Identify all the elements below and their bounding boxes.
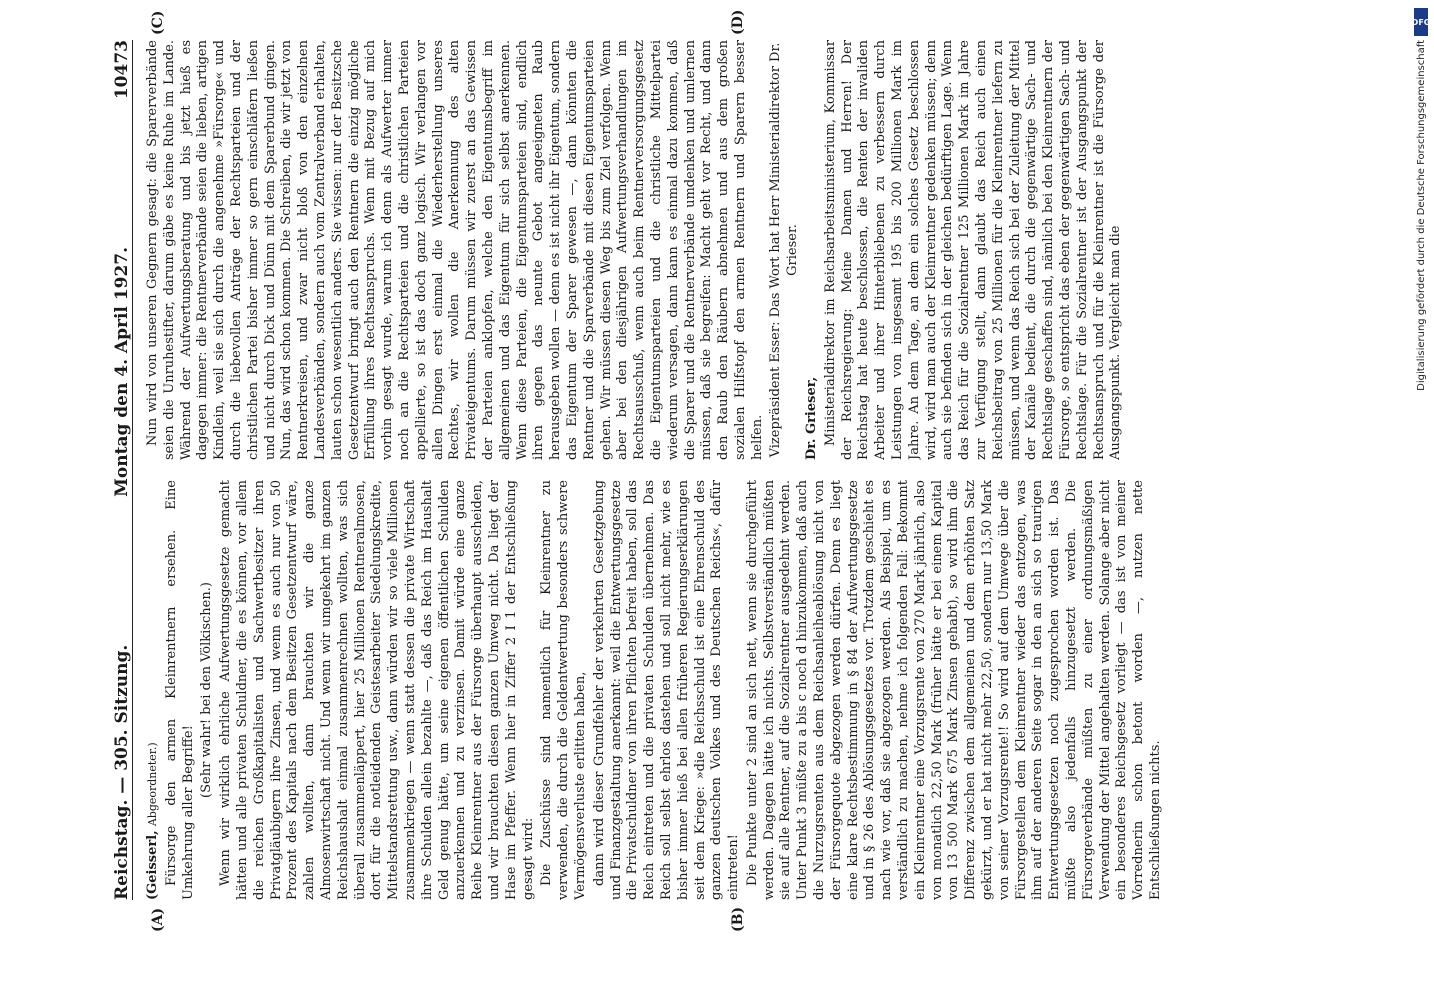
paragraph: Nun wird von unseren Gegnern gesagt: die Sparerverbände seien die Unruhestifter, darum gäbe es keine Ruhe im Lande. Während der Aufwertungsberatung und bis jetzt hieß es dagegen immer: die Rentnerverbände seien die lieben, artigen Kindlein, weil sie sich durch die angenehme »Fürsorge« und durch die liebevollen Anträge der Rechtsparteien und der christlichen Partei bisher immer so gern einschläfern ließen und nicht durch Dick und Dünn mit dem Sparerbund gingen. Nun, das wird schon kommen. Die Schreiben, die wir jetzt von Rentnerkreisen, und zwar nicht bloß von den einzelnen Landesverbänden, sondern auch vom Zentralverband erhalten, lauten schon wesentlich anders. Sie wissen: nur der Besitzsche Gesetzentwurf bringt auch den Rentnern die einzig mögliche Erfüllung ihres Rechtsanspruchs. Wenn mit Bezug auf mich vorhin gesagt wurde, warum ich denn als Aufwerter immer noch an die Rechtsparteien und die christlichen Parteien appellierte, so ist das doch ganz logisch. Wir verlangen vor allen Dingen erst einmal die Wiederherstellung unseres Rechtes, wir wollen die Anerkennung des alten Privateigentums. Darum müssen wir zuerst an das Gewissen der Parteien anklopfen, welche den Eigentumsbegriff im allgemeinen und das Eigentum für sich selbst anerkennen. Wenn diese Parteien, die Eigentumsparteien sind, endlich ihren gegen das neunte Gebot angeeigneten Raub herausgeben wollen — denn es ist nicht ihr Eigentum, sondern das Eigentum der Sparer gewesen —, dann könnten die Rentner und die Sparverbände mit diesen Eigentumsparteien gehen. Wir müssen diesen Weg bis zum Ziel verfolgen. Wenn aber bei den diesjährigen Aufwertungsverhandlungen im Rechtsausschuß, wenn auch beim Rentnerversorgungsgesetz die Eigentumsparteien und die christliche Mittelpartei wiederum versagen, dann kann es einmal dazu kommen, daß die Sparer und die Rentnerverbände umdenken und umlernen müssen, daß sie begreifen: Macht geht vor Recht, und dann den Raub den Räubern abnehmen und aus dem großen sozialen Hilfstopf den armen Rentnern und Sparern besser helfen. [145,40,765,460]
paragraph: Fürsorge den armen Kleinrentnern ersehen. Eine Umkehrung aller Begriffe! [163,480,196,900]
speaker-line [145,480,162,900]
interjection: (Sehr wahr! bei den Völkischen.) [199,582,215,798]
paragraph: Die Zuschüsse sind namentlich für Kleinrentner zu verwenden, die durch die Geldentwertung besonders schwere Vermögensverluste erlitten haben, [539,480,588,900]
margin-marker-d: (D) [730,9,746,35]
paragraph: Wenn wir wirklich ehrliche Aufwertungsgesetze gemacht hätten und alle privaten Schuldner, die es können, vor allem die reichen Großkapitalisten und Sachwertbesitzer ihren Privatgläubigern ihre Zinsen, und wenn es auch nur von 50 Prozent des Kapitals nach dem Besitzen Gesetzentwurf wäre, zahlen wollten, dann brauchten wir die ganze Almosenwirtschaft nicht. Und wenn wir umgekehrt im ganzen Reichshaushalt einmal zusammenrechnen wollten, was sich überall zusammenläppert, hier 25 Millionen Rentneralmosen, dort für die notleidenden Geistesarbeiter Siedelungskredite, Mittelstandsrettung usw., dann würden wir so viele Millionen zusammenkriegen — wenn statt dessen die private Wirtschaft ihre Schulden allein bezahlte —, daß das Reich im Haushalt Geld genug hätte, um seine eigenen öffentlichen Schulden anzuerkennen und zu verzinsen. Damit würde eine ganze Reihe Kleinrentner aus der Fürsorge überhaupt ausscheiden, und wir brauchten diesen ganzen Umweg nicht. Da liegt der Hase im Pfeffer. Wenn hier in Ziffer 2 I 1 der Entschließung gesagt wird: [218,480,536,900]
dfg-logo-icon: DFG [1414,8,1428,36]
interjection: Vizepräsident Esser: Das Wort hat Herr Ministerialdirektor Dr. Grieser. [768,42,801,458]
paragraph: Ministerialdirektor im Reichsarbeitsministerium, Kommissar der Reichsregierung: Meine Damen und Herren! Der Reichstag hat heute beschlossen, die Renten der invaliden Arbeiter und ihrer Hinterbliebenen zu verbessern durch Leistungen von insgesamt 195 bis 200 Millionen Mark im Jahre. An dem Tage, an dem ein solches Gesetz beschlossen wird, wird man auch der Kleinrentner gedenken müssen; denn auch sie befinden sich in der gleichen bedürftigen Lage. Wenn das Reich für die Sozialrentner 125 Millionen Mark im Jahre zur Verfügung stellt, dann glaubt das Reich auch einen Reichsbeitrag von 25 Millionen für die Kleinrentner liefern zu müssen, und wenn das Reich sich bei der Zuleitung der Mittel der Kanäle bedient, die durch die gegenwärtige Sach- und Rechtslage geschaffen sind, nämlich bei den Kleinrentnern der Fürsorge, so entspricht das eben der gegenwärtigen Sach- und Rechtslage. Für die Sozialrentner ist der Ausgangspunkt der Rechtsanspruch und für die Kleinrentner ist die Fürsorge der Ausgangspunkt. Vergleicht man die [822,40,1124,460]
speaker-line [804,40,821,460]
margin-marker-b: (B) [730,906,746,932]
page-number: 10473 [112,40,132,100]
left-column [145,480,1385,900]
right-column [145,40,1385,460]
speaker-role: Abgeordneter.) [146,742,159,827]
page-header [104,40,133,900]
page-content [90,0,1420,1000]
speaker-name: (Geisserl, [145,830,160,900]
dfg-credit [1411,8,1431,992]
margin-marker-c: (C) [150,10,166,35]
header-date: Montag den 4. April 1927. [112,246,132,497]
paragraph: dann wird dieser Grundfehler der verkehrten Gesetzgebung und Finanzgestaltung anerkannt: weil die Entwertungsgesetze die Privatschuldner von ihren Pflichten befreit haben, soll das Reich eintreten und die privaten Schulden übernehmen. Das Reich soll selbst ehrlos dastehen und soll nicht mehr, wie es bisher immer hieß bei allen früheren Regierungserklärungen seit dem Kriege: »die Reichsschuld ist eine Ehrenschuld des ganzen deutschen Volkes und des Deutschen Reichs«, dafür eintreten! [591,480,742,900]
rotated-page [90,0,1420,1000]
speaker-name: Dr. Grieser, [804,376,820,460]
header-left: Reichstag. — 305. Sitzung. [112,644,132,900]
paragraph: Die Punkte unter 2 sind an sich nett, wenn sie durchgeführt werden. Dagegen hätte ich nichts. Selbstverständlich müßten sie auf alle Rentner, auf die Sozialrentner ausgedehnt werden. Unter Punkt 3 müßte zu a bis c noch d hinzukommen, daß auch die Nurzugsrenten aus dem Reichsanleiheablösung nicht von der Fürsorgequote abgezogen werden dürfen. Denn es liegt eine klare Rechtsbestimmung in § 84 der Aufwertungsgesetze und in § 26 des Ablösungsgesetzes vor. Trotzdem geschieht es nach wie vor, daß sie abgezogen werden. Als Beispiel, um es verständlich zu machen, nehme ich folgenden Fall: Bekommt ein Kleinrentner eine Vorzugsrente von 270 Mark jährlich, also von monatlich 22,50 Mark (früher hätte er bei einem Kapital von 13 500 Mark 675 Mark Zinsen gehabt), so wird ihm die Differenz zwischen dem allgemeinen und dem erhöhten Satz gekürzt, und er hat nicht mehr 22,50, sondern nur 13,50 Mark von seiner Vorzugsrente!! So wird auf dem Umwege über die Fürsorgestellen dem Kleinrentner wieder das entzogen, was ihm auf der anderen Seite sogar in den an sich so traurigen Entwertungsgesetzen noch zugesprochen worden ist. Das müßte also jedenfalls hinzugesetzt werden. Die Fürsorgeverbände müßten zu einer ordnungsmäßigen Verwendung der Mittel angehalten werden. Solange aber nicht ein besonderes Reichsgesetz vorliegt — das ist von meiner Vorrednerin schon betont worden —, nutzen nette Entschließungen nichts. [744,480,1164,900]
margin-marker-a: (A) [150,907,166,932]
credit-text: Digitalisierung gefördert durch die Deutsche Forschungsgemeinschaft [1415,40,1427,391]
